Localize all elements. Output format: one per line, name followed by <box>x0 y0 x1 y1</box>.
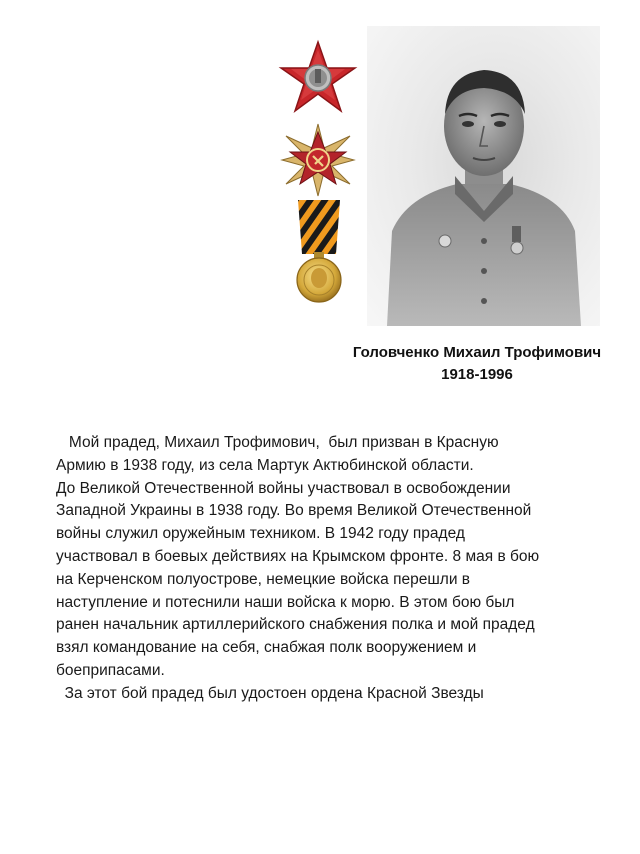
story-line: войны служил оружейным техником. В 1942 году прадед <box>56 525 465 543</box>
medals-column <box>278 38 358 308</box>
story-text <box>56 432 616 706</box>
story-line: За этот бой прадед был удостоен ордена Красной Звезды <box>56 684 484 702</box>
person-years: 1918-1996 <box>441 366 513 383</box>
story-line: Западной Украины в 1938 году. Во время Великой Отечественной <box>56 502 532 520</box>
story-line: До Великой Отечественной войны участвовал в освобождении <box>56 479 511 497</box>
story-line: наступление и потеснили наши войска к морю. В этом бою был <box>56 593 515 611</box>
portrait-caption <box>332 342 622 386</box>
story-line: Армию в 1938 году, из села Мартук Актюбинской области. <box>56 456 474 474</box>
story-line: взял командование на себя, снабжая полк вооружением и <box>56 639 477 657</box>
patriotic-war-order-icon <box>280 122 356 198</box>
medal-on-ribbon-icon <box>292 200 346 308</box>
story-line: боеприпасами. <box>56 661 165 679</box>
portrait-photo <box>367 26 600 326</box>
red-star-order-icon <box>278 38 358 118</box>
story-line: Мой прадед, Михаил Трофимович, был призван в Красную <box>56 434 499 451</box>
story-line: на Керченском полуострове, немецкие войска перешли в <box>56 570 471 588</box>
story-line: участвовал в боевых действиях на Крымском фронте. 8 мая в бою <box>56 547 540 565</box>
person-name: Головченко Михаил Трофимович <box>352 344 602 361</box>
portrait-photo-icon <box>367 26 600 326</box>
story-line: ранен начальник артиллерийского снабжения полка и мой прадед <box>56 616 535 634</box>
